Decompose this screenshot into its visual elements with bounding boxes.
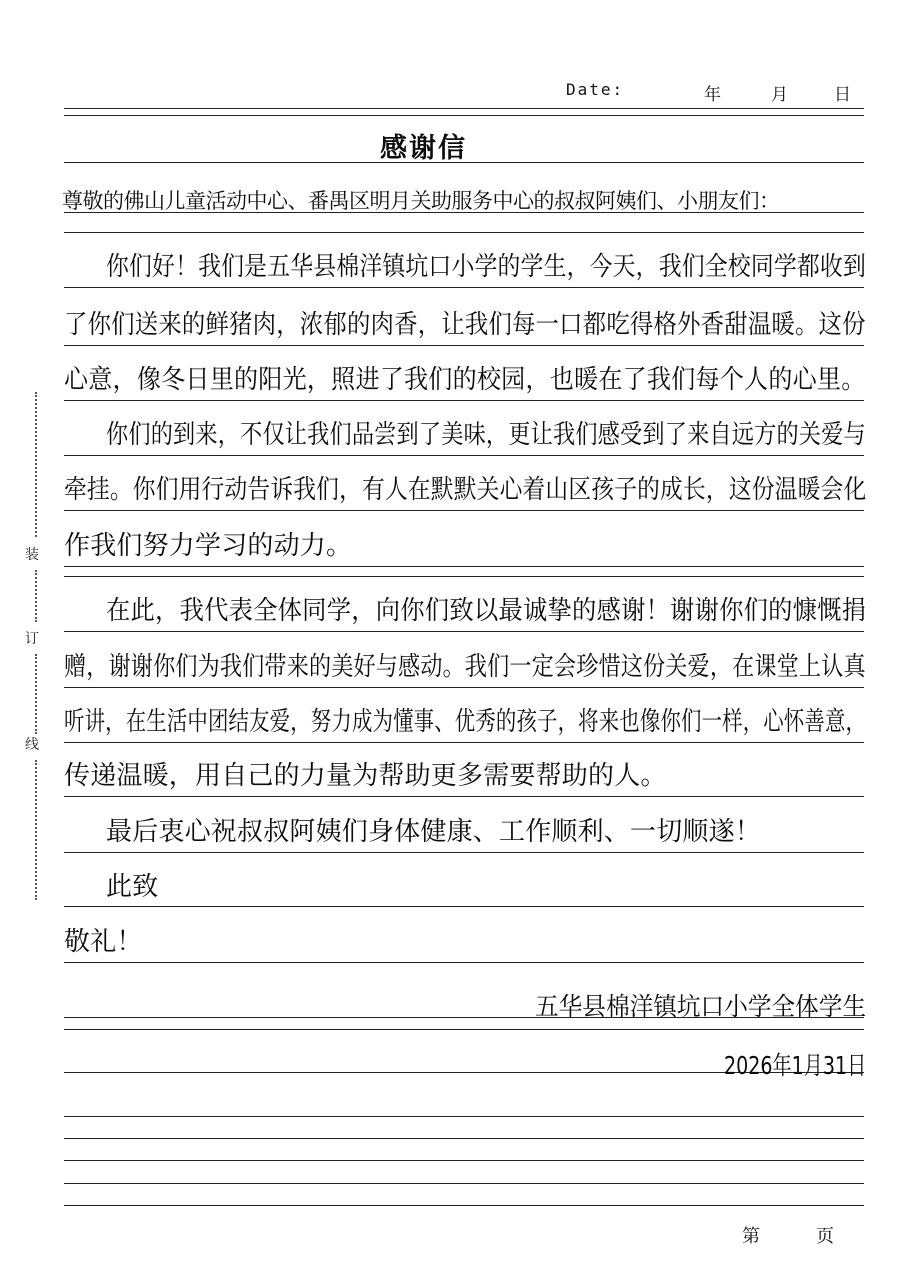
rule-line bbox=[64, 1205, 864, 1206]
letter-line: 传递温暖，用自己的力量为帮助更多需要帮助的人。 bbox=[64, 761, 667, 791]
rule-line bbox=[64, 796, 864, 797]
rule-line bbox=[64, 687, 864, 688]
rule-line bbox=[64, 1183, 864, 1184]
rule-line bbox=[64, 576, 864, 577]
letter-line: 你们好！我们是五华县棉洋镇坑口小学的学生，今天，我们全校同学都收到 bbox=[106, 252, 866, 282]
binding-char-zhuang: 装 bbox=[25, 547, 39, 563]
letter-line: 在此，我代表全体同学，向你们致以最诚挚的感谢！谢谢你们的慷慨捐 bbox=[106, 596, 867, 626]
letter-title: 感谢信 bbox=[380, 133, 467, 164]
binding-dots bbox=[35, 654, 37, 734]
letter-line: 了你们送来的鲜猪肉，浓郁的肉香，让我们每一口都吃得格外香甜温暖。这份 bbox=[64, 310, 866, 340]
letter-line: 作我们努力学习的动力。 bbox=[64, 531, 353, 561]
rule-line bbox=[64, 1160, 864, 1161]
rule-line bbox=[64, 400, 864, 401]
month-label: 月 bbox=[771, 85, 788, 105]
binding-char-ding: 订 bbox=[25, 631, 39, 647]
rule-line bbox=[64, 115, 864, 116]
date-label: Date: bbox=[566, 80, 625, 99]
letter-closing: 此致 bbox=[106, 872, 159, 902]
letter-line: 你们的到来，不仅让我们品尝到了美味，更让我们感受到了来自远方的关爱与 bbox=[106, 420, 866, 450]
letter-line: 赠，谢谢你们为我们带来的美好与感动。我们一定会珍惜这份关爱，在课堂上认真 bbox=[64, 652, 866, 682]
rule-line bbox=[64, 1138, 864, 1139]
rule-line bbox=[64, 962, 864, 963]
rule-line bbox=[64, 566, 864, 567]
letter-line: 心意，像冬日里的阳光，照进了我们的校园，也暖在了我们每个人的心里。 bbox=[64, 365, 866, 395]
letter-salutation: 尊敬的佛山儿童活动中心、番禺区明月关助服务中心的叔叔阿姨们、小朋友们： bbox=[62, 189, 780, 213]
rule-line bbox=[64, 345, 864, 346]
letter-line: 听讲，在生活中团结友爱，努力成为懂事、优秀的孩子，将来也像你们一样，心怀善意， bbox=[64, 707, 867, 737]
rule-line bbox=[64, 852, 864, 853]
binding-dots bbox=[35, 570, 37, 622]
year-label: 年 bbox=[704, 85, 721, 105]
rule-line bbox=[64, 510, 864, 511]
rule-line bbox=[64, 287, 864, 288]
letter-signature: 五华县棉洋镇坑口小学全体学生 bbox=[535, 992, 867, 1021]
rule-line bbox=[64, 232, 864, 233]
day-label: 日 bbox=[834, 85, 851, 105]
rule-line bbox=[64, 631, 864, 632]
rule-line bbox=[64, 906, 864, 907]
rule-line bbox=[64, 455, 864, 456]
binding-margin bbox=[25, 392, 41, 902]
letter-line: 最后衷心祝叔叔阿姨们身体健康、工作顺利、一切顺遂！ bbox=[106, 817, 762, 847]
binding-char-xian: 线 bbox=[25, 737, 39, 753]
rule-line bbox=[64, 1116, 864, 1117]
page-label-di: 第 bbox=[742, 1226, 760, 1247]
letter-salute: 敬礼！ bbox=[64, 927, 143, 957]
letter-line: 牵挂。你们用行动告诉我们，有人在默默关心着山区孩子的成长，这份温暖会化 bbox=[64, 475, 867, 505]
binding-dots bbox=[35, 760, 37, 900]
rule-line bbox=[64, 1029, 864, 1030]
rule-line bbox=[64, 108, 864, 109]
page-label-ye: 页 bbox=[816, 1226, 834, 1247]
binding-dots bbox=[35, 392, 37, 537]
date-header bbox=[0, 80, 908, 104]
rule-line bbox=[64, 742, 864, 743]
letter-date: 2026年1月31日 bbox=[724, 1051, 867, 1080]
